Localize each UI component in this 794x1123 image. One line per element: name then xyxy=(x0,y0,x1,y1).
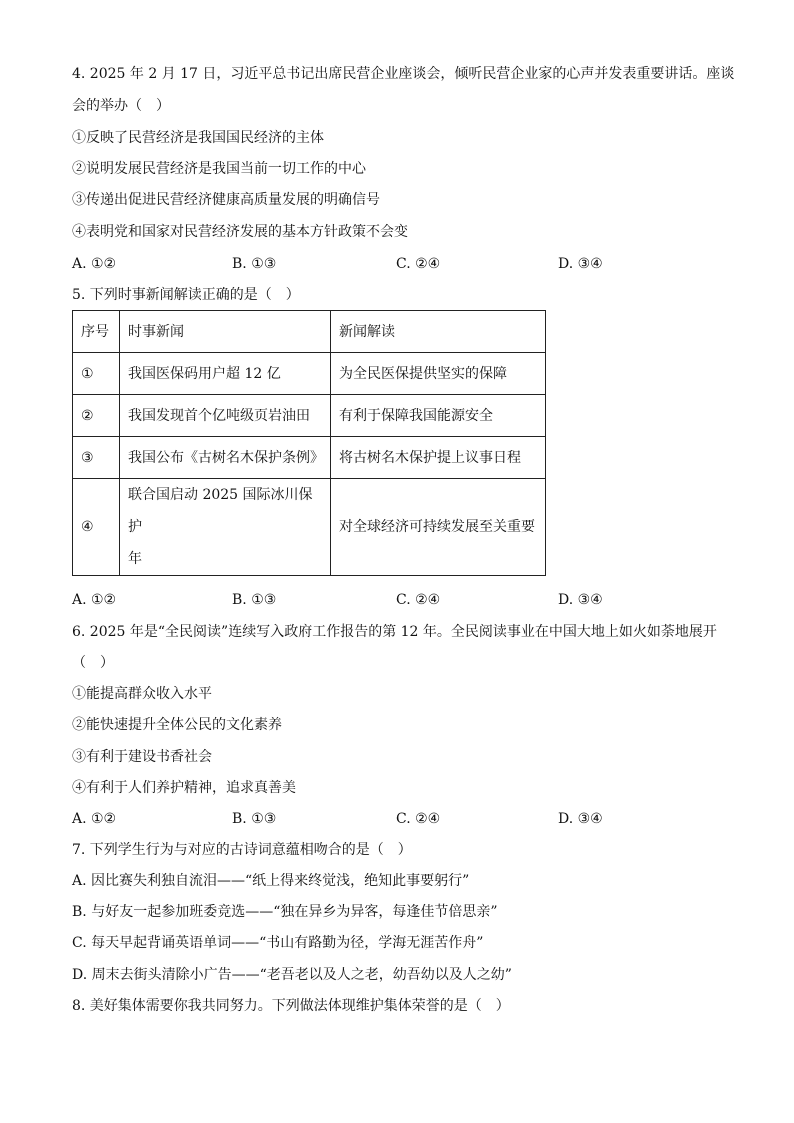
q7-choice-d: D. 周末去街头清除小广告——“老吾老以及人之老，幼吾幼以及人之幼” xyxy=(72,967,512,983)
q7-choice-c: C. 每天早起背诵英语单词——“书山有路勤为径，学海无涯苦作舟” xyxy=(72,935,484,951)
header-no: 序号 xyxy=(73,311,120,353)
news-table xyxy=(72,310,546,576)
row-news xyxy=(120,479,331,576)
row-interp: 对全球经济可持续发展至关重要 xyxy=(331,479,546,576)
table-row xyxy=(73,437,546,479)
q6-options xyxy=(72,809,724,829)
q4-item-3: ③传递出促进民营经济健康高质量发展的明确信号 xyxy=(72,192,380,208)
q4-option-c: C. ②④ xyxy=(396,256,441,272)
q4-item-2: ②说明发展民营经济是我国当前一切工作的中心 xyxy=(72,161,366,177)
table-row xyxy=(73,479,546,576)
q5-option-c: C. ②④ xyxy=(396,592,441,608)
q4-item-4: ④表明党和国家对民营经济发展的基本方针政策不会变 xyxy=(72,224,408,240)
row-no: ③ xyxy=(73,437,120,479)
q5-options xyxy=(72,590,724,610)
q4-option-a: A. ①② xyxy=(72,256,117,272)
q7-stem: 7. 下列学生行为与对应的古诗词意蕴相吻合的是（ ） xyxy=(72,842,412,858)
q5-option-a: A. ①② xyxy=(72,592,117,608)
q6-stem-line1: 6. 2025 年是“全民阅读”连续写入政府工作报告的第 12 年。全民阅读事业在中国大地上如火如荼地展开 xyxy=(72,624,717,640)
row-news-line2: 年 xyxy=(128,551,142,567)
q7-choice-a: A. 因比赛失利独自流泪——“纸上得来终觉浅，绝知此事要躬行” xyxy=(72,873,470,889)
row-news: 我国医保码用户超 12 亿 xyxy=(120,353,331,395)
q6-item-1: ①能提高群众收入水平 xyxy=(72,686,212,702)
q6-item-4: ④有利于人们养护精神，追求真善美 xyxy=(72,780,296,796)
row-no: ② xyxy=(73,395,120,437)
row-interp: 为全民医保提供坚实的保障 xyxy=(331,353,546,395)
header-news: 时事新闻 xyxy=(120,311,331,353)
q6-item-3: ③有利于建设书香社会 xyxy=(72,749,212,765)
row-news: 我国发现首个亿吨级页岩油田 xyxy=(120,395,331,437)
q5-option-d: D. ③④ xyxy=(558,592,603,608)
q5-stem: 5. 下列时事新闻解读正确的是（ ） xyxy=(72,287,300,303)
q7-choice-b: B. 与好友一起参加班委竞选——“独在异乡为异客，每逢佳节倍思亲” xyxy=(72,904,498,920)
table-row xyxy=(73,353,546,395)
q4-stem-line2: 会的举办（ ） xyxy=(72,98,170,114)
row-no: ④ xyxy=(73,479,120,576)
q4-options xyxy=(72,254,724,274)
q4-option-d: D. ③④ xyxy=(558,256,603,272)
row-interp: 有利于保障我国能源安全 xyxy=(331,395,546,437)
q4-stem-line1: 4. 2025 年 2 月 17 日，习近平总书记出席民营企业座谈会，倾听民营企业家的心声并发表重要讲话。座谈 xyxy=(72,66,735,82)
table-header-row xyxy=(73,311,546,353)
row-news-line1: 联合国启动 2025 国际冰川保护 xyxy=(128,487,313,535)
table-row xyxy=(73,395,546,437)
header-interp: 新闻解读 xyxy=(331,311,546,353)
q6-option-b: B. ①③ xyxy=(232,811,277,827)
q6-stem-line2: （ ） xyxy=(72,655,114,671)
row-interp: 将古树名木保护提上议事日程 xyxy=(331,437,546,479)
q5-option-b: B. ①③ xyxy=(232,592,277,608)
q6-option-d: D. ③④ xyxy=(558,811,603,827)
q4-option-b: B. ①③ xyxy=(232,256,277,272)
q6-option-a: A. ①② xyxy=(72,811,117,827)
row-news: 我国公布《古树名木保护条例》 xyxy=(120,437,331,479)
q6-item-2: ②能快速提升全体公民的文化素养 xyxy=(72,717,282,733)
row-no: ① xyxy=(73,353,120,395)
q4-item-1: ①反映了民营经济是我国国民经济的主体 xyxy=(72,130,324,146)
q8-stem: 8. 美好集体需要你我共同努力。下列做法体现维护集体荣誉的是（ ） xyxy=(72,998,510,1014)
q6-option-c: C. ②④ xyxy=(396,811,441,827)
